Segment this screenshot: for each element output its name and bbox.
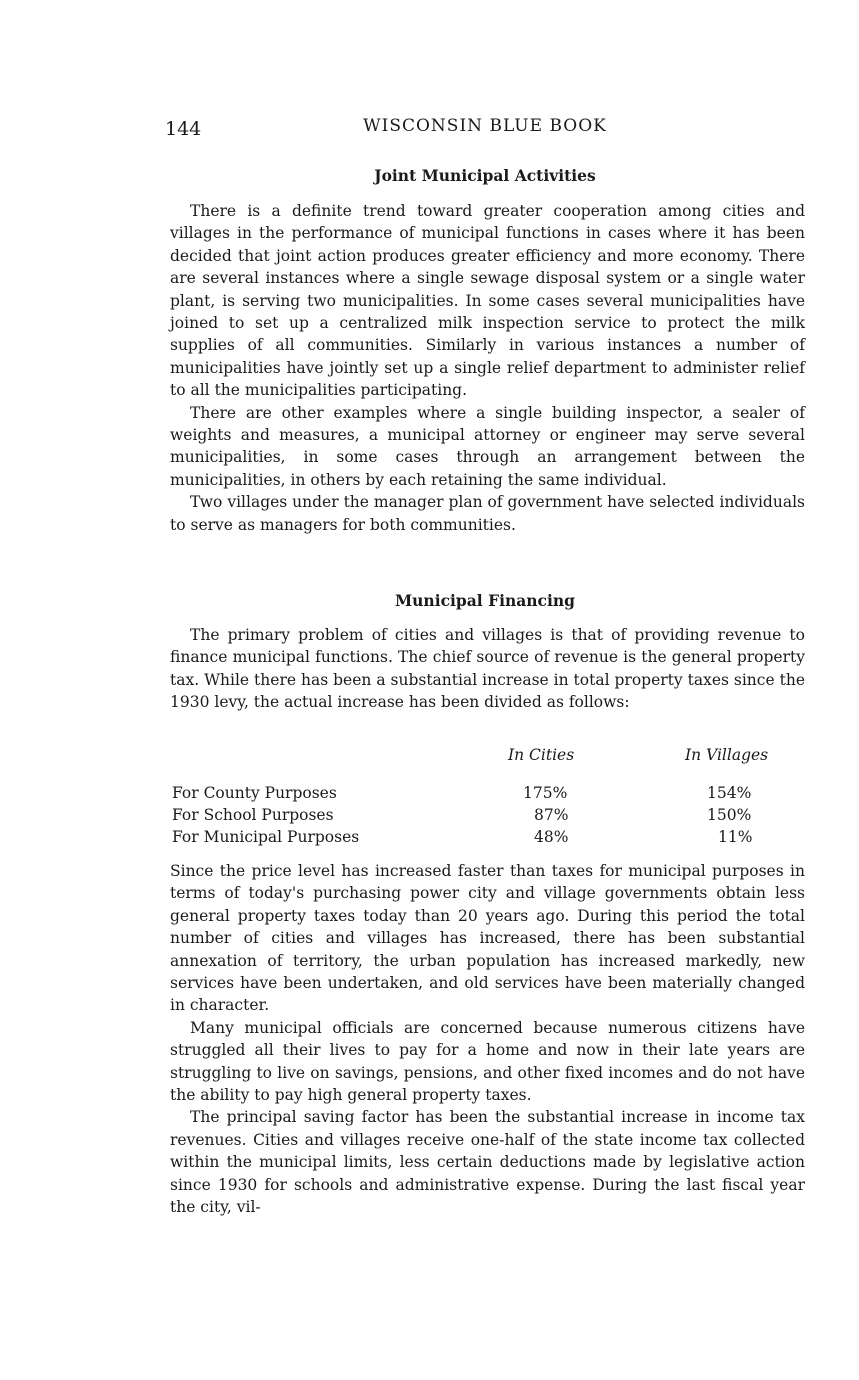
column-header-cities: In Cities [508,746,575,764]
section-body-municipal-financing [170,860,805,1219]
cities-value: 175% [523,784,568,802]
section-heading-joint-activities: Joint Municipal Activities [374,166,596,185]
paragraph: There are other examples where a single building inspector, a sealer of weights and measures, a municipal attorney or engineer may serve several municipalities, in some cases through an arrangement between the municipalities, in others by each retaining the same individual. [170,403,805,489]
page-number: 144 [165,118,202,140]
table-row [170,784,805,806]
paragraph: The primary problem of cities and villages is that of providing revenue to finance municipal functions. The chief source of revenue is the general property tax. While there has been a substantial increase in total property taxes since the 1930 levy, the actual increase has been divided as follows: [170,626,805,712]
paragraph: The principal saving factor has been the substantial increase in income tax revenues. Cities and villages receive one-half of the state income tax collected within the municipal limits, less certain deductions made by legislative action since 1930 for schools and administrative expense. During the last fiscal year the city, vil- [170,1108,805,1217]
page-header [165,116,805,144]
villages-value: 154% [707,784,752,802]
column-header-villages: In Villages [685,746,769,764]
section-intro-municipal-financing [170,624,805,714]
row-label: For School Purposes [172,806,334,824]
table-row [170,828,805,850]
villages-value: 150% [707,806,752,824]
paragraph: Since the price level has increased faster than taxes for municipal purposes in terms of today's purchasing power city and village governments obtain less general property taxes today than 20 years ago. During this period the total number of cities and villages has increased, there has been substantial annexation of territory, the urban population has increased markedly, new services have been undertaken, and old services have been materially changed in character. [170,862,805,1015]
running-title: WISCONSIN BLUE BOOK [363,116,607,136]
paragraph: There is a definite trend toward greater cooperation among cities and villages in the performance of municipal functions in cases where it has been decided that joint action produces greater efficiency and more economy. There are several instances where a single sewage disposal system or a single water plant, is serving two municipalities. In some cases several municipalities have joined to set up a centralized milk inspection service to protect the milk supplies of all communities. Similarly in various instances a number of municipalities have jointly set up a single relief department to administer relief to all the municipalities participating. [170,202,805,400]
section-body-joint-activities [170,200,805,536]
paragraph: Two villages under the manager plan of government have selected individuals to serve as managers for both communities. [170,493,805,534]
row-label: For Municipal Purposes [172,828,360,846]
cities-value: 48% [534,828,569,846]
table-row [170,806,805,828]
cities-value: 87% [534,806,569,824]
section-heading-municipal-financing: Municipal Financing [395,591,575,610]
row-label: For County Purposes [172,784,337,802]
villages-value: 11% [718,828,753,846]
paragraph: Many municipal officials are concerned because numerous citizens have struggled all their lives to pay for a home and now in their late years are struggling to live on savings, pensions, and other fixed incomes and do not have the ability to pay high general property taxes. [170,1018,805,1105]
